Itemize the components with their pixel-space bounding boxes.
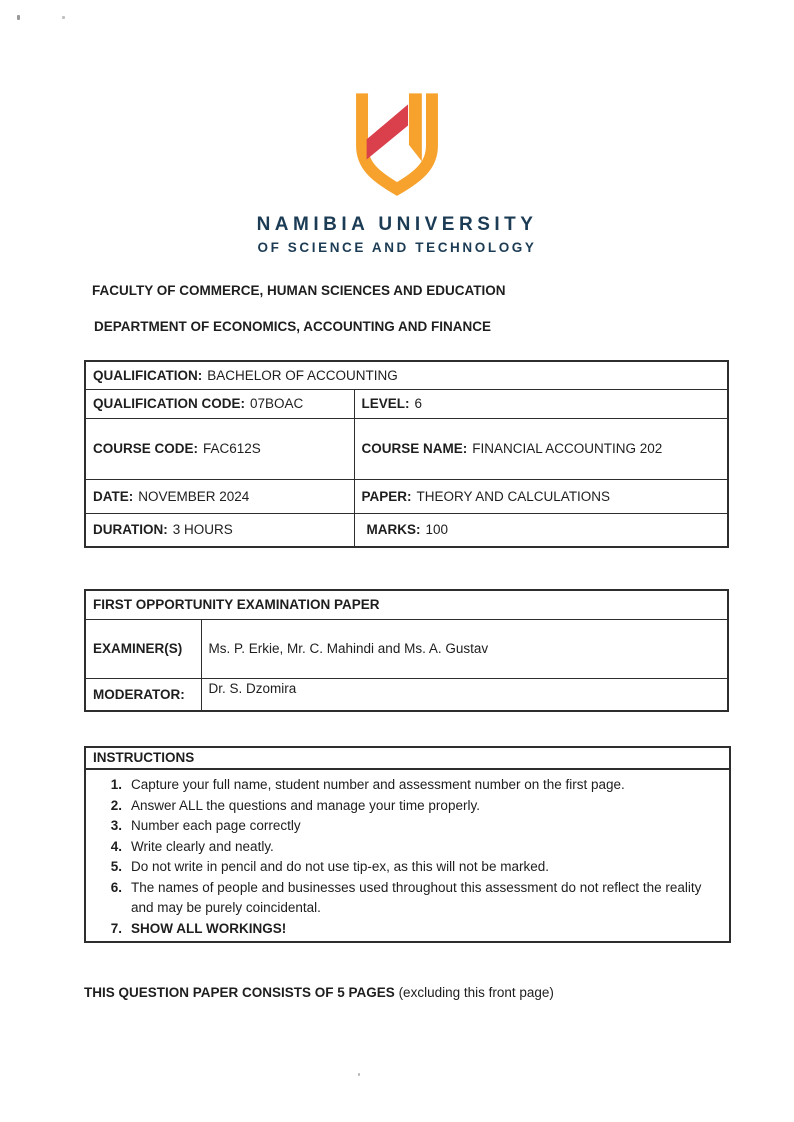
paper-label: PAPER: — [361, 488, 412, 504]
marks-cell — [354, 513, 728, 547]
qualification-code-value: 07BOAC — [250, 396, 304, 411]
marks-value: 100 — [425, 522, 449, 538]
course-name-cell — [354, 418, 728, 479]
course-code-label: COURSE CODE: — [93, 441, 199, 456]
instruction-item: 2. Answer ALL the questions and manage your time properly. — [110, 797, 480, 813]
course-code-cell — [85, 418, 354, 479]
scan-artifact — [62, 16, 65, 19]
examiners-label-cell — [85, 619, 201, 678]
scan-artifact — [358, 1073, 360, 1076]
qualification-cell — [85, 361, 728, 389]
page-count-bold: THIS QUESTION PAPER CONSISTS OF 5 PAGES — [84, 985, 395, 1000]
duration-value: 3 HOURS — [172, 522, 233, 538]
university-logo-block — [0, 88, 794, 256]
qualification-value: BACHELOR OF ACCOUNTING — [207, 367, 398, 383]
moderator-label-cell — [85, 678, 201, 711]
instruction-item: 5. Do not write in pencil and do not use tip-ex, as this will not be marked. — [110, 859, 549, 874]
qualification-code-cell — [85, 389, 354, 418]
instruction-item: 7. SHOW ALL WORKINGS! — [110, 920, 287, 936]
examiners-value-cell — [201, 619, 728, 678]
moderator-label: MODERATOR: — [93, 686, 185, 702]
duration-label: DURATION: — [93, 522, 168, 538]
course-name-label: COURSE NAME: — [361, 441, 468, 456]
instructions-title: INSTRUCTIONS — [86, 748, 729, 770]
moderator-value: Dr. S. Dzomira — [208, 680, 297, 696]
date-value: NOVEMBER 2024 — [138, 488, 250, 504]
instructions-box — [84, 746, 731, 943]
university-name: NAMIBIA UNIVERSITY — [256, 214, 538, 235]
page-count-normal: (excluding this front page) — [398, 985, 554, 1000]
nust-shield-icon — [351, 88, 443, 198]
level-value: 6 — [414, 396, 423, 411]
date-cell — [85, 479, 354, 513]
paper-cell — [354, 479, 728, 513]
faculty-heading: FACULTY OF COMMERCE, HUMAN SCIENCES AND EDUCATION — [92, 283, 506, 298]
date-label: DATE: — [93, 488, 134, 504]
page-count-note — [84, 985, 554, 1000]
instruction-item: 1. Capture your full name, student number and assessment number on the first page. — [110, 777, 625, 792]
duration-cell — [85, 513, 354, 547]
level-label: LEVEL: — [361, 396, 410, 411]
paper-value: THEORY AND CALCULATIONS — [416, 488, 611, 504]
exam-paper-type-cell — [85, 590, 728, 619]
department-heading: DEPARTMENT OF ECONOMICS, ACCOUNTING AND FINANCE — [94, 319, 491, 334]
qualification-code-label: QUALIFICATION CODE: — [93, 396, 245, 411]
instructions-list — [86, 770, 729, 939]
instruction-item: 3. Number each page correctly — [110, 818, 301, 833]
course-code-value: FAC612S — [203, 441, 261, 456]
scan-artifact — [17, 15, 20, 20]
university-subtitle: OF SCIENCE AND TECHNOLOGY — [257, 239, 537, 255]
examiners-label: EXAMINER(S) — [93, 641, 183, 656]
marks-label: MARKS: — [366, 522, 421, 538]
examiners-value: Ms. P. Erkie, Mr. C. Mahindi and Ms. A. Gustav — [208, 641, 489, 656]
exam-paper-type: FIRST OPPORTUNITY EXAMINATION PAPER — [93, 597, 380, 613]
level-cell — [354, 389, 728, 418]
course-name-value: FINANCIAL ACCOUNTING 202 — [472, 441, 663, 456]
instruction-item: 6. The names of people and businesses used throughout this assessment do not reflect the reality and may be purely coincidental. — [110, 879, 702, 915]
qualification-label: QUALIFICATION: — [93, 367, 203, 383]
instruction-item: 4. Write clearly and neatly. — [110, 838, 274, 854]
course-info-table — [84, 360, 729, 548]
examiner-table — [84, 589, 729, 712]
moderator-value-cell — [201, 678, 728, 711]
